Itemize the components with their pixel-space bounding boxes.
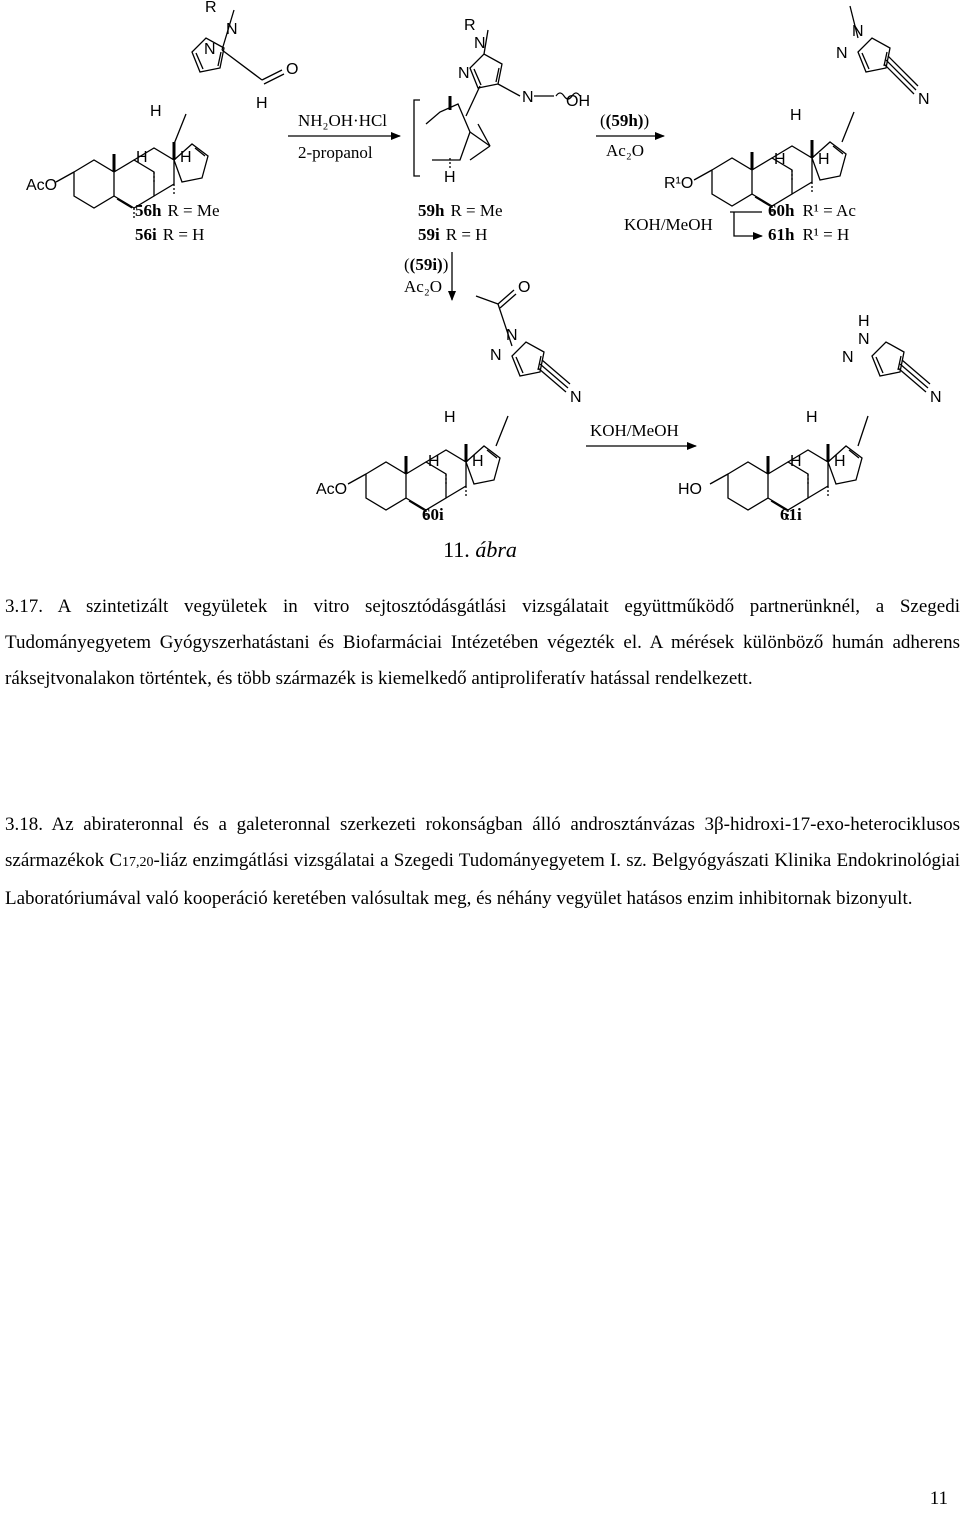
h-label: H — [136, 149, 148, 166]
reagent-step4-ref: (59i) — [409, 255, 443, 274]
r-label: R — [205, 0, 217, 16]
o-label: O — [286, 61, 299, 78]
r-label: R — [464, 17, 476, 34]
compound-61i: 61i — [780, 505, 802, 524]
h-label: H — [472, 453, 484, 470]
n-label: N — [930, 389, 942, 406]
svg-text:((59i)): ((59i)) — [404, 255, 449, 274]
h-label: H — [256, 95, 268, 112]
page-number: 11 — [929, 1488, 948, 1509]
h-label: H — [444, 169, 456, 186]
n-label: N — [836, 45, 848, 62]
svg-text:((59h)): ((59h)) — [600, 111, 650, 130]
aco-label: AcO — [26, 177, 58, 194]
r1o-label: R¹O — [664, 175, 694, 192]
reagent-step1-top: NH₂OH·HCl — [298, 111, 388, 130]
n-label: N — [204, 41, 216, 58]
compound-59h: 59h — [418, 201, 445, 220]
reaction-scheme — [0, 0, 960, 560]
n-label: N — [474, 35, 486, 52]
figure-caption — [0, 537, 960, 563]
n-label: N — [852, 23, 864, 40]
compound-59h-def: R = Me — [450, 201, 503, 220]
structure-61i — [678, 313, 942, 520]
structure-60h-61h — [664, 6, 930, 216]
compound-56i: 56i — [135, 225, 157, 244]
structure-60i — [316, 279, 582, 520]
n-label: N — [570, 389, 582, 406]
paragraph-3-18-part2: -liáz enzimgátlási vizsgálatai a Szegedi Tudományegyetem I. sz. Belgyógyászati Klinika Endokrinológiai Laboratóriumával való kooperáció keretében valósultak meg, és néhány vegyület hatásos enzim inhibitornak bizonyult. — [5, 850, 960, 909]
reagent-step2-bottom: Ac₂O — [606, 141, 645, 160]
aco-label: AcO — [316, 481, 348, 498]
structure-59 — [414, 86, 490, 176]
paragraph-3-18-part1: 3.18. Az abirateronnal és a galeteronnal szerkezeti rokonságban álló androsztánvázas 3β-hidroxi-17-exo-heterociklusos származékok C — [5, 814, 960, 871]
compound-56h-def: R = Me — [167, 201, 220, 220]
structure-56 — [26, 0, 298, 218]
h-label: H — [806, 409, 818, 426]
n-label: N — [842, 349, 854, 366]
reagent-step5: KOH/MeOH — [590, 421, 679, 440]
n-label: N — [458, 65, 470, 82]
reagent-step2-ref: (59h) — [605, 111, 644, 130]
svg-text:56hR = Me — [135, 201, 220, 220]
compound-61h-def: R¹ = H — [802, 225, 850, 244]
reagent-step1-bottom: 2-propanol — [298, 143, 373, 162]
h-label: H — [818, 151, 830, 168]
svg-text:59iR = H — [418, 225, 487, 244]
h-label: H — [180, 149, 192, 166]
compound-60i: 60i — [422, 505, 444, 524]
reagent-step4-bottom: Ac₂O — [404, 277, 443, 296]
compound-59i-def: R = H — [445, 225, 488, 244]
paragraph-3-18 — [5, 807, 960, 917]
h-label: H — [774, 151, 786, 168]
oh-label: OH — [566, 93, 590, 110]
figure-caption-word: ábra — [475, 537, 517, 562]
svg-text:61hR¹ = H — [768, 225, 849, 244]
compound-61h: 61h — [768, 225, 795, 244]
svg-text:59hR = Me — [418, 201, 503, 220]
paragraph-3-18-subscript: 17,20 — [122, 855, 154, 870]
n-label: N — [918, 91, 930, 108]
reagent-step3: KOH/MeOH — [624, 215, 713, 234]
h-label: H — [428, 453, 440, 470]
h-label: H — [790, 453, 802, 470]
ho-label: HO — [678, 481, 702, 498]
n-label: N — [522, 89, 534, 106]
compound-56i-def: R = H — [162, 225, 205, 244]
svg-text:60hR¹ = Ac — [768, 201, 856, 220]
paragraph-3-17: 3.17. A szintetizált vegyületek in vitro sejtosztódásgátlási vizsgálatait együttműködő partnerünknél, a Szegedi Tudományegyetem Gyógyszerhatástani és Biofarmáciai Intézetében végezték el. A mérések különböző humán adherens ráksejtvonalakon történtek, és több származék is kiemelkedő antiproliferatív hatással rendelkezett. — [5, 596, 960, 689]
reaction-arrow — [734, 212, 762, 236]
compound-60h: 60h — [768, 201, 795, 220]
h-label: H — [150, 103, 162, 120]
n-label: N — [506, 327, 518, 344]
n-label: N — [490, 347, 502, 364]
n-label: N — [226, 21, 238, 38]
h-label: H — [858, 313, 870, 330]
h-label: H — [790, 107, 802, 124]
h-label: H — [834, 453, 846, 470]
compound-59i: 59i — [418, 225, 440, 244]
h-label: H — [444, 409, 456, 426]
compound-56h: 56h — [135, 201, 162, 220]
compound-60h-def: R¹ = Ac — [802, 201, 856, 220]
n-label: N — [858, 331, 870, 348]
o-label: O — [518, 279, 531, 296]
svg-text:56iR = H — [135, 225, 204, 244]
figure-caption-number: 11. — [443, 537, 470, 562]
